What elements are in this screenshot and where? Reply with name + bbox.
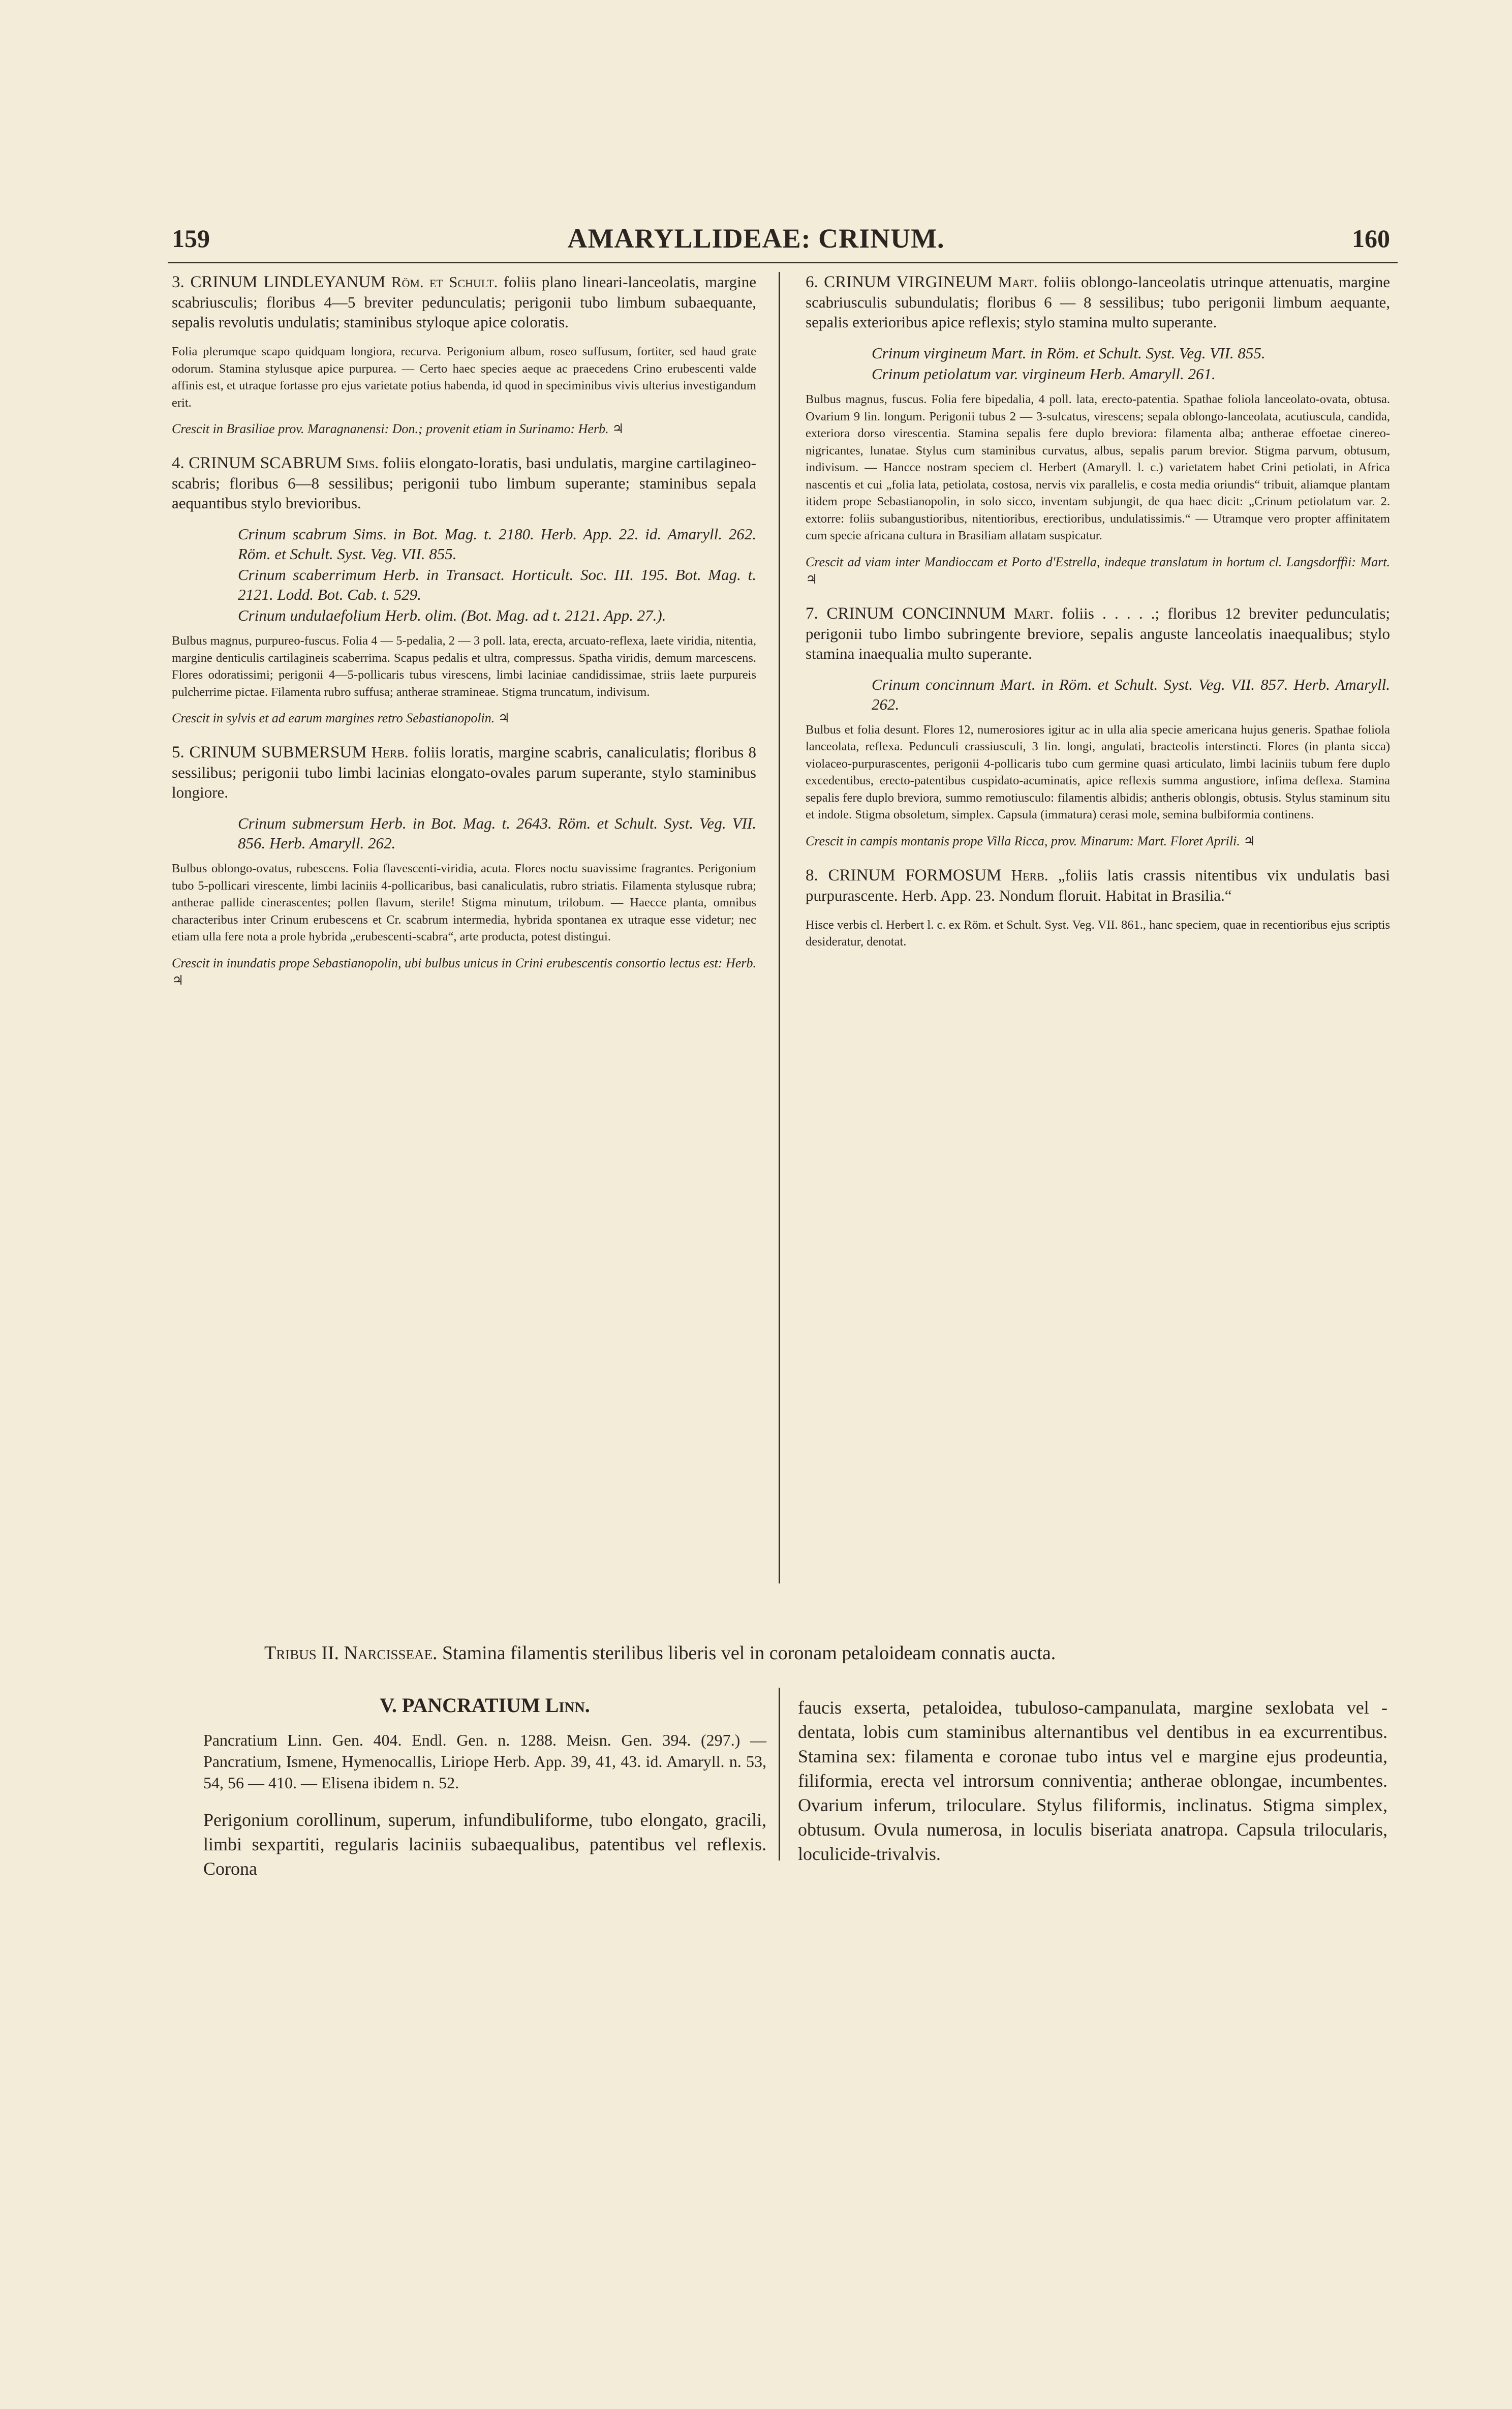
species-6-description: Bulbus magnus, fuscus. Folia fere bipedalia, 4 poll. lata, erecto-patentia. Spathae foliola lanceolato-ovata, obtusa. Ovarium 9 lin. longum. Perigonii tubus 2 — 3-sulcatus, virescens; sepala oblongo-lanceolata, acutiuscula, candida, exteriora dorso virescentia. Stamina sepalis fere duplo breviora: filamenta alba; antherae effoetae cinereo-nigricantes, lunatae. Stylus cum staminibus curvatus, albus, sepalis parum brevior. Stigma parvum, obtusum, indivisum. — Hancce nostram speciem cl. Herbert (Amaryll. l. c.) varietatem habet Crini petiolati, in Africa nascentis et cui „folia lata, petiolata, costosa, nervis vix parallelis, e costa media oriundis“ tribuit, aliamque plantam itidem prope Sebastianopolin, in solo sicco, inventam subjungit, de qua haec dicit: „Crinum petiolatum var. 2. extorre: foliis subangustioribus, nitentioribus, erectioribus, undulatissimis.“ — Utramque vero propter affinitatem cum specie africana cultura in Brasiliam allatam suspicatur. (806, 392, 1390, 542)
species-7-synonym-1: Crinum concinnum Mart. in Röm. et Schult. Syst. Veg. VII. 857. Herb. Amaryll. 262. (872, 675, 1390, 713)
species-3-title: 3. CRINUM LINDLEYANUM (172, 273, 386, 291)
species-8-description: Hisce verbis cl. Herbert l. c. ex Röm. et Schult. Syst. Veg. VII. 861., hanc speciem, quae in recentioribus ejus scriptis desideratur, denotat. (806, 918, 1390, 949)
species-3-diagnosis (172, 272, 756, 332)
species-6-diagnosis (806, 272, 1390, 332)
species-3-habitat: Crescit in Brasiliae prov. Maragnanensi: Don.; provenit etiam in Surinamo: Herb. ♃ (172, 421, 624, 436)
species-7-habitat: Crescit in campis montanis prope Villa Ricca, prov. Minarum: Mart. Floret Aprili. ♃ (806, 833, 1255, 848)
species-8-author: Herb. (1011, 866, 1048, 884)
column-divider-bottom (779, 1688, 780, 1861)
right-column (806, 272, 1390, 960)
tribus-label: Tribus II. Narcisseae. (264, 1642, 438, 1664)
page-number-right: 160 (1352, 224, 1390, 253)
species-6-synonym-1: Crinum virgineum Mart. in Röm. et Schult. Syst. Veg. VII. 855. (872, 344, 1266, 362)
species-4-synonym-1: Crinum scabrum Sims. in Bot. Mag. t. 2180. Herb. App. 22. id. Amaryll. 262. Röm. et Schult. Syst. Veg. VII. 855. (238, 525, 756, 563)
species-7-diag: foliis . . . . .; floribus 12 breviter pedunculatis; perigonii tubo limbo subringente breviore, sepalis anguste lanceolatis inaequalibus; stylo stamina inaequalia multo superante. (806, 604, 1391, 662)
species-6-diag: foliis oblongo-lanceolatis utrinque attenuatis, margine scabriusculis subundulatis; floribus 6 — 8 sessilibus; tubo perigonii limbum aequante, sepalis exterioribus apice reflexis; stylo stamina multo superante. (806, 273, 1391, 331)
species-5-habitat: Crescit in inundatis prope Sebastianopolin, ubi bulbus unicus in Crini erubescentis consortio lectus est: Herb. ♃ (172, 955, 756, 988)
species-4-description: Bulbus magnus, purpureo-fuscus. Folia 4 — 5-pedalia, 2 — 3 poll. lata, erecta, arcuato-reflexa, laete viridia, nitentia, margine denticulis cartilagineis scaberrima. Scapus pedalis et ultra, compressus. Spatha viridis, demum marcescens. Flores odoratissimi; perigonii 4—5-pollicaris tubus virescens, limbi laciniae candidissimae, striis laete purpureis pulcherrime pictae. Filamenta rubro suffusa; antherae stramineae. Stigma truncatum, indivisum. (172, 634, 756, 699)
species-6-author: Mart. (998, 273, 1038, 291)
species-5-author: Herb. (371, 743, 409, 761)
genus-author: Linn. (545, 1694, 590, 1717)
species-6-synonym-2: Crinum petiolatum var. virgineum Herb. Amaryll. 261. (872, 365, 1216, 383)
species-8-diagnosis (806, 865, 1390, 905)
species-5-diagnosis (172, 742, 756, 802)
species-7-description: Bulbus et folia desunt. Flores 12, numerosiores igitur ac in ulla alia specie americana hujus generis. Spathae foliola lanceolata, reflexa. Pedunculi crassiusculi, 3 lin. longi, angulati, bracteolis interstincti. Flores (in planta sicca) violaceo-purpurascentes, perigonii 4-pollicaris tubo cum germine quasi articulato, limbi laciniis tubum fere duplo excedentibus, erecto-patentibus cuspidato-acuminatis, apice reflexis summa angustiore, infima deflexa. Stamina sepalis fere duplo breviora, summo remotiusculo: filamentis albidis; antheris oblongis, obtusis. Stylus staminum situ et indole. Stigma obsoletum, simplex. Capsula (immatura) cerasi mole, semina bulbiformia continens. (806, 722, 1390, 821)
running-header: AMARYLLIDEAE: CRINUM. (567, 223, 945, 254)
genus-title (203, 1695, 766, 1715)
species-6-title: 6. CRINUM VIRGINEUM (806, 273, 993, 291)
genus-description-left: Perigonium corollinum, superum, infundibuliforme, tubo elongato, gracili, limbi sexpartiti, regularis laciniis subaequalibus, patentibus vel reflexis. Corona (203, 1810, 766, 1879)
left-column (172, 272, 756, 1004)
species-3-description: Folia plerumque scapo quidquam longiora, recurva. Perigonium album, roseo suffusum, fortiter, sed haud grate odorum. Stamina stylusque apice purpurea. — Certo haec species aeque ac praecedens Crino erubescenti valde affinis est, et utraque fortasse pro ejus varietate potius habenda, id quod in speciminibus vivis ulterius investigandum erit. (172, 345, 756, 410)
species-4-synonym-3: Crinum undulaefolium Herb. olim. (Bot. Mag. ad t. 2121. App. 27.). (238, 606, 666, 624)
species-4-diagnosis (172, 453, 756, 513)
tribus-text: Stamina filamentis sterilibus liberis vel in coronam petaloideam connatis aucta. (442, 1642, 1056, 1664)
species-4-author: Sims. (346, 454, 379, 472)
species-5-diag: foliis loratis, margine scabris, canaliculatis; floribus 8 sessilibus; perigonii tubo limbi lacinias elongato-ovales parum superante, stylo staminibus longiore. (172, 743, 757, 801)
tribus-heading (264, 1642, 1056, 1664)
column-divider-top (779, 272, 780, 1583)
species-5-synonym-1: Crinum submersum Herb. in Bot. Mag. t. 2643. Röm. et Schult. Syst. Veg. VII. 856. Herb. Amaryll. 262. (238, 814, 756, 852)
species-7-author: Mart. (1013, 604, 1054, 622)
species-7-diagnosis (806, 603, 1390, 663)
genus-right-column (798, 1695, 1387, 1873)
genus-name: V. PANCRATIUM (380, 1694, 540, 1717)
species-8-title: 8. CRINUM FORMOSUM (806, 866, 1002, 885)
species-6-habitat: Crescit ad viam inter Mandioccam et Porto d'Estrella, indeque translatum in hortum cl. Langsdorffii: Mart. ♃ (806, 554, 1390, 587)
species-4-synonym-2: Crinum scaberrimum Herb. in Transact. Horticult. Soc. III. 195. Bot. Mag. t. 2121. Lodd. Bot. Cab. t. 529. (238, 566, 756, 603)
genus-left-column (203, 1695, 766, 1888)
species-4-diag: foliis elongato-loratis, basi undulatis, margine cartilagineo-scabris; floribus 6—8 sessilibus; perigonii tubo limbum superante; staminibus sepala aequantibus stylo brevioribus. (172, 454, 756, 512)
species-4-title: 4. CRINUM SCABRUM (172, 454, 343, 472)
species-7-title: 7. CRINUM CONCINNUM (806, 604, 1006, 623)
species-8-diag: „foliis latis crassis nitentibus vix undulatis basi purpurascente. Herb. App. 23. Nondum floruit. Habitat in Brasilia.“ (806, 866, 1391, 904)
genus-description-right: faucis exserta, petaloidea, tubuloso-campanulata, margine sexlobata vel -dentata, lobis cum staminibus alternantibus vel dentibus in ea excurrentibus. Stamina sex: filamenta e coronae tubo intus vel e margine ejus prodeuntia, filiformia, erecta vel introrsum conniventia; antherae oblongae, incumbentes. Ovarium inferum, triloculare. Stylus filiformis, inclinatus. Stigma simplex, obtusum. Ovula numerosa, in loculis biseriata anatropa. Capsula trilocularis, loculicide-trivalvis. (798, 1697, 1387, 1864)
species-5-title: 5. CRINUM SUBMERSUM (172, 743, 367, 761)
species-3-diag: foliis plano lineari-lanceolatis, margine scabriusculis; floribus 4—5 breviter pedunculatis; perigonii tubo limbum subaequante, sepalis revolutis undulatis; staminibus styloque apice coloratis. (172, 273, 756, 331)
species-3-author: Röm. et Schult. (391, 273, 498, 291)
header-rule (168, 262, 1398, 263)
species-4-habitat: Crescit in sylvis et ad earum margines retro Sebastianopolin. ♃ (172, 711, 510, 725)
page-number-left: 159 (172, 224, 210, 253)
genus-synonymy: Pancratium Linn. Gen. 404. Endl. Gen. n. 1288. Meisn. Gen. 394. (297.) — Pancratium, Ismene, Hymenocallis, Liriope Herb. App. 39, 41, 43. id. Amaryll. n. 53, 54, 56 — 410. — Elisena ibidem n. 52. (203, 1731, 766, 1792)
species-5-description: Bulbus oblongo-ovatus, rubescens. Folia flavescenti-viridia, acuta. Flores noctu suavissime fragrantes. Perigonium tubo 5-pollicari virescente, limbi laciniis 4-pollicaribus, basi canaliculatis, rubro striatis. Filamenta stylusque rubra; antherae pallide cinerascentes; pollen flavum, sterile! Stigma minutum, trilobum. — Haecce planta, omnibus characteribus inter Crinum erubescens et Cr. scabrum intermedia, hybrida spontanea ex utraque esse videtur; nec etiam ulla fere nota a prole hybrida „erubescenti-scabra“, arte producta, potest distingui. (172, 862, 756, 943)
